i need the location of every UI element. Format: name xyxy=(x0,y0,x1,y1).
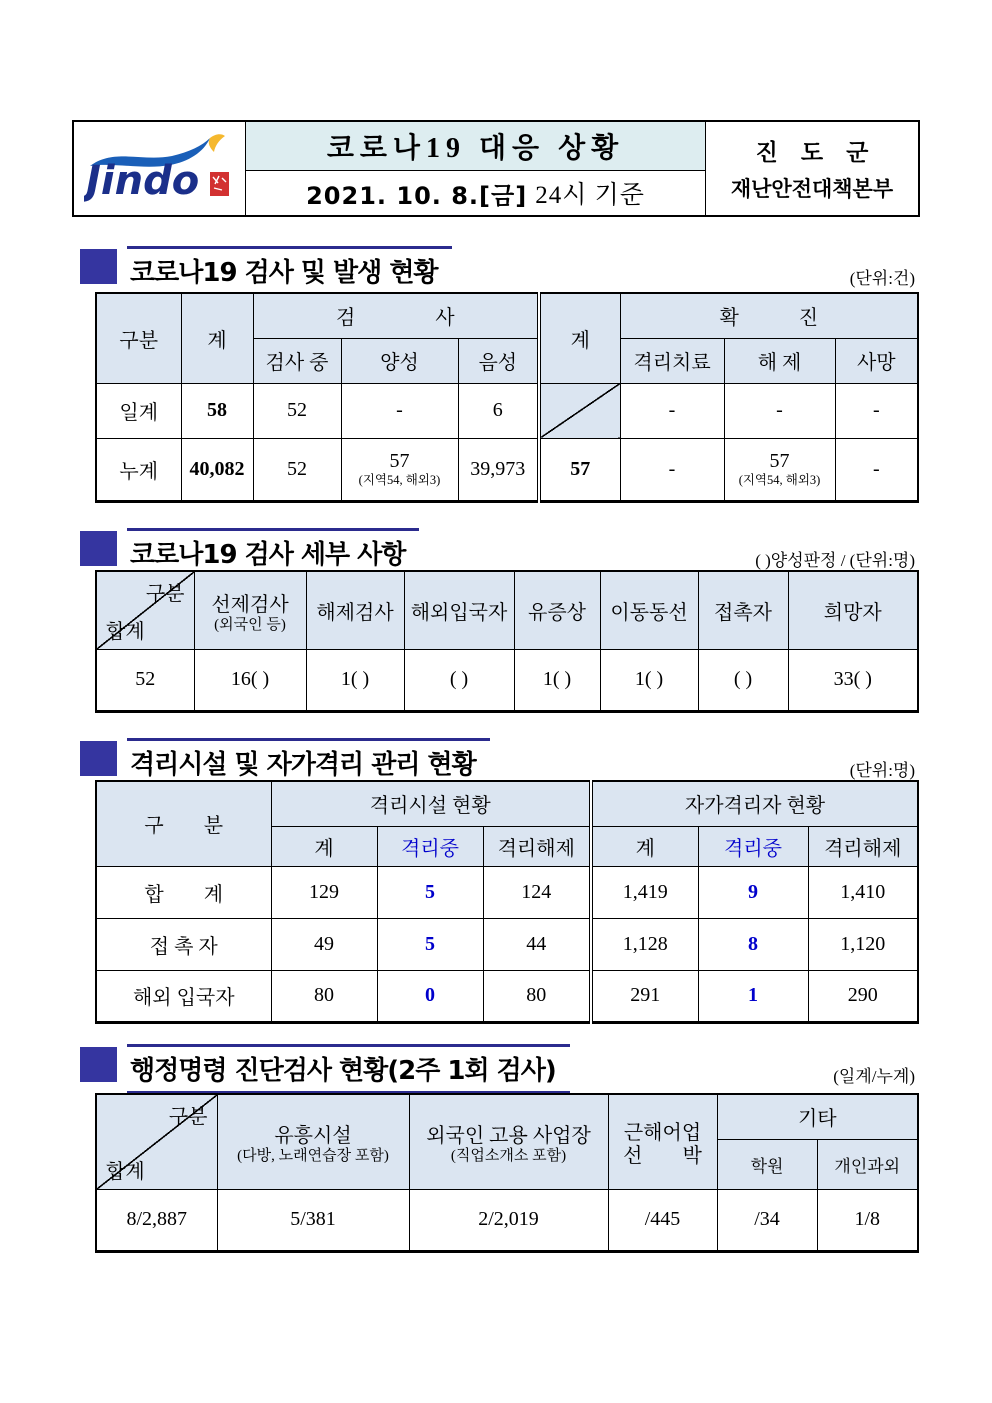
table-row-total xyxy=(96,866,918,918)
header-middle xyxy=(246,122,706,215)
col-header-death: 사망 xyxy=(835,338,918,383)
daily-death: - xyxy=(835,383,918,438)
date-main: 2021. 10. 8.[금] xyxy=(306,181,528,210)
section1-header xyxy=(80,246,452,296)
daily-isolation: - xyxy=(620,383,724,438)
self-released: 1,120 xyxy=(808,918,918,970)
row-label: 합 계 xyxy=(96,866,271,918)
cum-examining: 52 xyxy=(253,438,341,501)
jindo-logo-icon xyxy=(84,132,236,206)
corner-gubun: 구분 xyxy=(145,583,185,605)
document-date xyxy=(246,171,705,215)
row-label: 누계 xyxy=(96,438,181,501)
row-label: 접 촉 자 xyxy=(96,918,271,970)
org-department: 재난안전대책본부 xyxy=(730,177,894,201)
header-banner xyxy=(72,120,920,217)
daily-release: - xyxy=(724,383,835,438)
col-header-gubun: 구 분 xyxy=(96,781,271,866)
facility-in-quarantine: 0 xyxy=(377,970,483,1022)
cum-release-note: (지역54, 해외3) xyxy=(738,473,821,488)
facility-released: 80 xyxy=(483,970,591,1022)
cum-positive-note: (지역54, 해외3) xyxy=(358,473,441,488)
entertainment-note: (다방, 노래연습장 포함) xyxy=(237,1148,389,1164)
group-header-exam: 검 사 xyxy=(253,293,539,338)
row-label: 해외 입국자 xyxy=(96,970,271,1022)
col-header-release: 해 제 xyxy=(724,338,835,383)
table-row-contact xyxy=(96,918,918,970)
cum-confirmed-total: 57 xyxy=(539,438,620,501)
detail-symptomatic: 1( ) xyxy=(514,649,600,711)
col-header-positive: 양성 xyxy=(341,338,458,383)
section4-title: 행정명령 진단검사 현황(2주 1회 검사) xyxy=(127,1044,570,1094)
date-basis: 24시 기준 xyxy=(535,182,645,209)
col-header-release-test: 해제검사 xyxy=(306,571,404,649)
cum-release: 57 (지역54, 해외3) xyxy=(724,438,835,501)
admin-foreign-workplace: 2/2,019 xyxy=(409,1189,608,1251)
table-row-detail xyxy=(96,649,918,711)
corner-gubun: 구분 xyxy=(168,1106,208,1128)
cum-death: - xyxy=(835,438,918,501)
admin-private-tutoring: 1/8 xyxy=(817,1189,918,1251)
section2-bullet-icon xyxy=(80,531,117,566)
group-header-self: 자가격리자 현황 xyxy=(591,781,918,826)
col-header-fishing-vessel: 근해어업 선 박 xyxy=(608,1094,717,1189)
table-row-cumulative xyxy=(96,438,918,501)
facility-in-quarantine: 5 xyxy=(377,866,483,918)
facility-in-quarantine: 5 xyxy=(377,918,483,970)
detail-release-test: 1( ) xyxy=(306,649,404,711)
corner-total: 합계 xyxy=(106,1160,145,1183)
facility-inq-header: 격리중 xyxy=(377,826,483,866)
section4-bullet-icon xyxy=(80,1047,117,1082)
facility-total: 49 xyxy=(271,918,377,970)
corner-header xyxy=(96,1094,217,1189)
self-inq-header: 격리중 xyxy=(698,826,808,866)
fishing-vessel-line2: 선 박 xyxy=(623,1145,702,1168)
admin-fishing-vessel: /445 xyxy=(608,1189,717,1251)
daily-total: 58 xyxy=(181,383,253,438)
col-header-private-tutoring: 개인과외 xyxy=(817,1139,918,1189)
corner-total: 합계 xyxy=(106,620,145,643)
col-header-gubun: 구분 xyxy=(96,293,181,383)
detail-overseas: ( ) xyxy=(404,649,514,711)
self-total: 291 xyxy=(591,970,698,1022)
table-row-admin xyxy=(96,1189,918,1251)
quarantine-table xyxy=(95,780,919,1024)
col-header-negative: 음성 xyxy=(458,338,539,383)
header-organization xyxy=(706,122,918,215)
col-header-academy: 학원 xyxy=(717,1139,817,1189)
col-header-entertainment: 유흥시설 (다방, 노래연습장 포함) xyxy=(217,1094,409,1189)
test-status-table xyxy=(95,292,919,503)
col-header-isolation: 격리치료 xyxy=(620,338,724,383)
admin-entertainment: 5/381 xyxy=(217,1189,409,1251)
self-in-quarantine: 1 xyxy=(698,970,808,1022)
foreign-workplace-note: (직업소개소 포함) xyxy=(450,1148,567,1164)
cum-negative: 39,973 xyxy=(458,438,539,501)
cum-positive: 57 (지역54, 해외3) xyxy=(341,438,458,501)
group-header-etc: 기타 xyxy=(717,1094,918,1139)
col-header-contact: 접촉자 xyxy=(698,571,788,649)
col-header-foreign-workplace: 외국인 고용 사업장 (직업소개소 포함) xyxy=(409,1094,608,1189)
test-detail-table xyxy=(95,570,919,713)
col-header-voluntary: 희망자 xyxy=(788,571,918,649)
document-title: 코로나19 대응 상황 xyxy=(246,122,705,171)
self-rel-header: 격리해제 xyxy=(808,826,918,866)
self-in-quarantine: 8 xyxy=(698,918,808,970)
facility-total-header: 계 xyxy=(271,826,377,866)
detail-preemptive: 16( ) xyxy=(194,649,306,711)
self-in-quarantine: 9 xyxy=(698,866,808,918)
preemptive-note: (외국인 등) xyxy=(214,616,286,633)
section4-header xyxy=(80,1044,570,1094)
self-released: 290 xyxy=(808,970,918,1022)
daily-confirmed-total-na xyxy=(539,383,620,438)
section4-unit-label: (일계/누계) xyxy=(833,1067,915,1086)
table-row-daily xyxy=(96,383,918,438)
self-total: 1,128 xyxy=(591,918,698,970)
col-header-examining: 검사 중 xyxy=(253,338,341,383)
section3-unit-label: (단위:명) xyxy=(849,761,915,780)
daily-negative: 6 xyxy=(458,383,539,438)
col-header-overseas: 해외입국자 xyxy=(404,571,514,649)
svg-text:Jindo: Jindo xyxy=(85,157,199,204)
admin-total: 8/2,887 xyxy=(96,1189,217,1251)
section1-title: 코로나19 검사 및 발생 현황 xyxy=(127,246,452,296)
facility-released: 124 xyxy=(483,866,591,918)
daily-positive: - xyxy=(341,383,458,438)
detail-total: 52 xyxy=(96,649,194,711)
facility-rel-header: 격리해제 xyxy=(483,826,591,866)
section3-bullet-icon xyxy=(80,741,117,776)
section2-title: 코로나19 검사 세부 사항 xyxy=(127,528,419,578)
admin-order-table xyxy=(95,1093,919,1253)
col-header-route: 이동동선 xyxy=(600,571,698,649)
facility-total: 129 xyxy=(271,866,377,918)
col-header-total: 계 xyxy=(181,293,253,383)
facility-total: 80 xyxy=(271,970,377,1022)
section1-unit-label: (단위:건) xyxy=(849,269,915,288)
section2-unit-label: ( )양성판정 / (단위:명) xyxy=(755,551,915,570)
cum-isolation: - xyxy=(620,438,724,501)
col-header-confirmed-total: 계 xyxy=(539,293,620,383)
jindo-logo xyxy=(74,122,246,215)
org-name: 진 도 군 xyxy=(755,140,869,165)
cum-total: 40,082 xyxy=(181,438,253,501)
self-total-header: 계 xyxy=(591,826,698,866)
table-row-overseas xyxy=(96,970,918,1022)
group-header-confirmed: 확 진 xyxy=(620,293,918,338)
corner-header xyxy=(96,571,194,649)
detail-contact: ( ) xyxy=(698,649,788,711)
group-header-facility: 격리시설 현황 xyxy=(271,781,591,826)
section3-title: 격리시설 및 자가격리 관리 현황 xyxy=(127,738,490,788)
col-header-preemptive: 선제검사 (외국인 등) xyxy=(194,571,306,649)
detail-route: 1( ) xyxy=(600,649,698,711)
section1-bullet-icon xyxy=(80,249,117,284)
admin-academy: /34 xyxy=(717,1189,817,1251)
self-released: 1,410 xyxy=(808,866,918,918)
daily-examining: 52 xyxy=(253,383,341,438)
self-total: 1,419 xyxy=(591,866,698,918)
detail-voluntary: 33( ) xyxy=(788,649,918,711)
facility-released: 44 xyxy=(483,918,591,970)
col-header-symptomatic: 유증상 xyxy=(514,571,600,649)
row-label: 일계 xyxy=(96,383,181,438)
